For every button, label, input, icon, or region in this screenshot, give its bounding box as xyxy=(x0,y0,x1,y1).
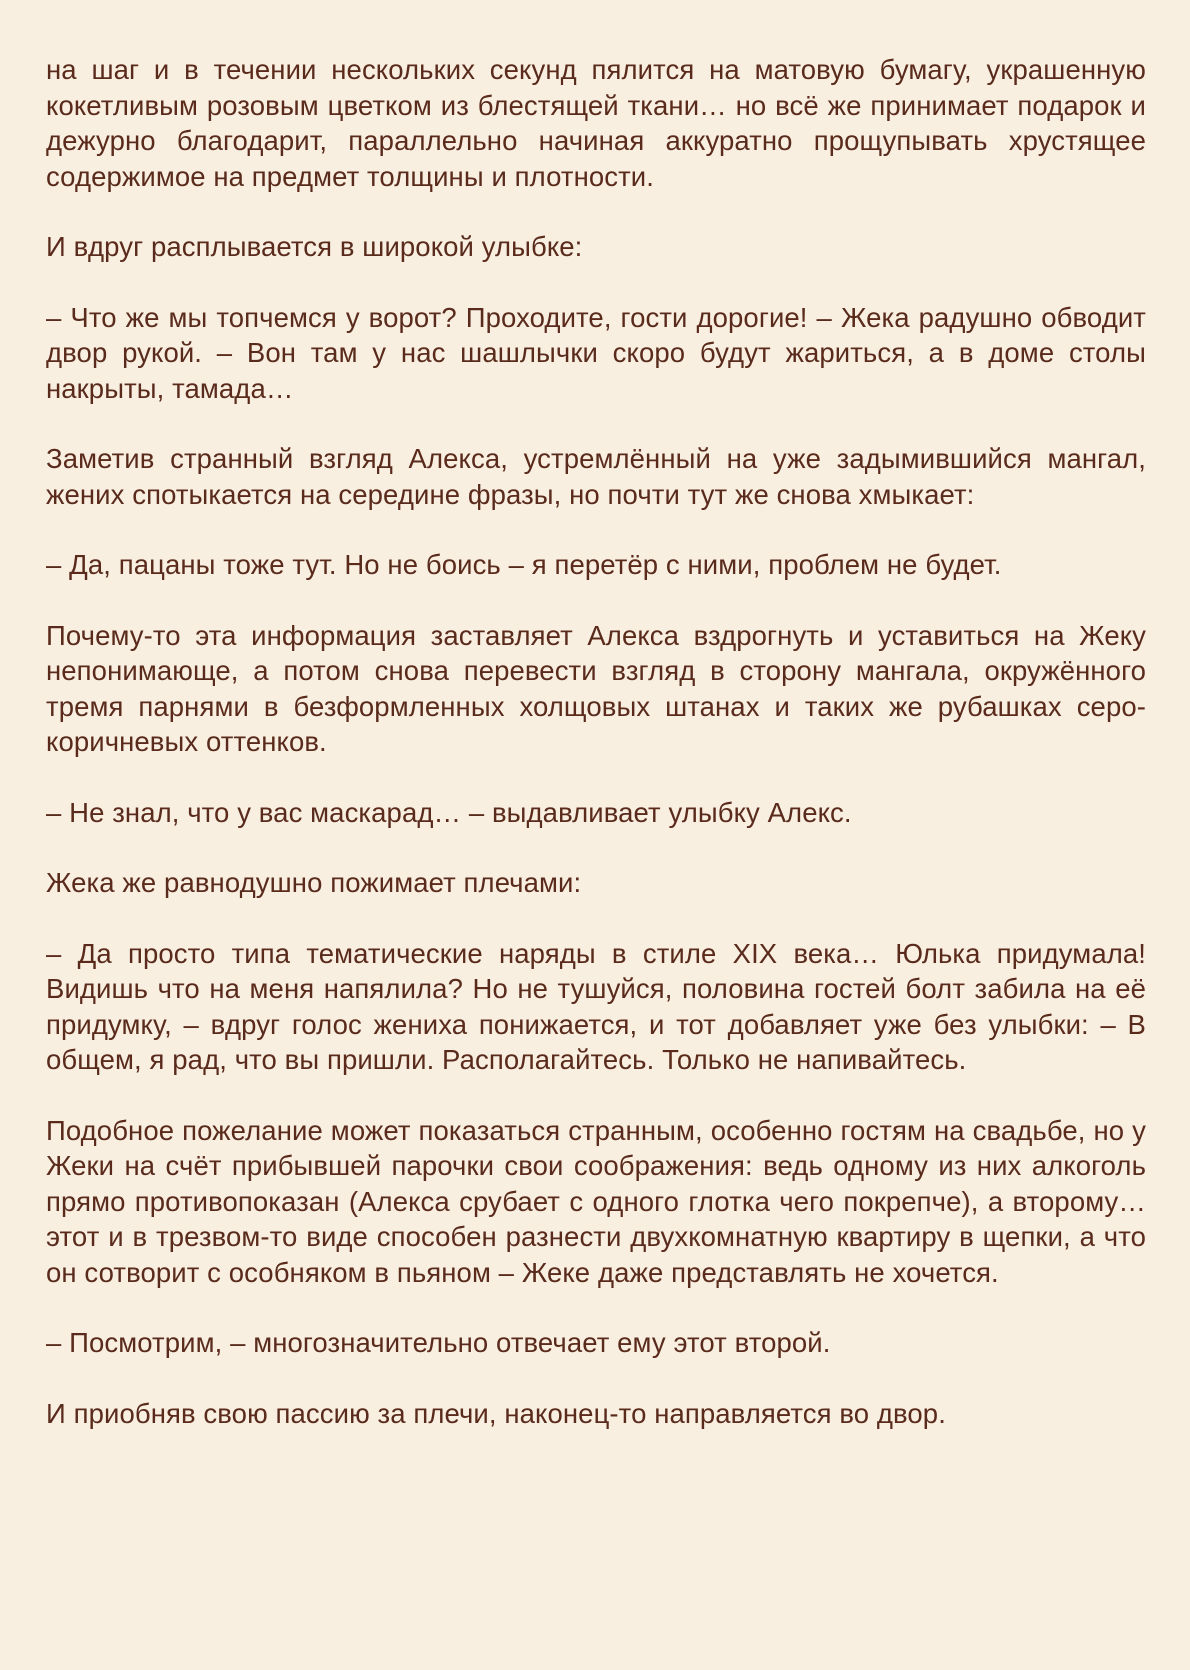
paragraph: Подобное пожелание может показаться странным, особенно гостям на свадьбе, но у Жеки на счёт прибывшей парочки свои соображения: ведь одному из них алкоголь прямо противопоказан (Алекса срубает с одного глотка чего покрепче), а второму… этот и в трезвом-то виде способен разнести двухкомнатную квартиру в щепки, а что он сотворит с особняком в пьяном – Жеке даже представлять не хочется. xyxy=(46,1114,1146,1288)
paragraph: – Да, пацаны тоже тут. Но не боись – я перетёр с ними, проблем не будет. xyxy=(46,549,1002,580)
paragraph: – Не знал, что у вас маскарад… – выдавливает улыбку Алекс. xyxy=(46,796,852,828)
paragraph: – Посмотрим, – многозначительно отвечает ему этот второй. xyxy=(46,1327,831,1358)
paragraph: Жека же равнодушно пожимает плечами: xyxy=(46,867,582,898)
paragraph: И приобняв свою пассию за плечи, наконец-то направляется во двор. xyxy=(46,1397,946,1429)
paragraph: – Что же мы топчемся у ворот? Проходите, гости дорогие! – Жека радушно обводит двор рукой. – Вон там у нас шашлычки скоро будут жариться, а в доме столы накрыты, тамада… xyxy=(46,301,1146,404)
paragraph: Заметив странный взгляд Алекса, устремлённый на уже задымившийся мангал, жених спотыкается на середине фразы, но почти тут же снова хмыкает: xyxy=(46,443,1146,510)
paragraph: И вдруг расплывается в широкой улыбке: xyxy=(46,231,583,262)
document-page xyxy=(46,52,1146,1466)
paragraph: на шаг и в течении нескольких секунд пялится на матовую бумагу, украшенную кокетливым розовым цветком из блестящей ткани… но всё же принимает подарок и дежурно благодарит, параллельно начиная аккуратно прощупывать хрустящее содержимое на предмет толщины и плотности. xyxy=(46,54,1146,192)
paragraph: Почему-то эта информация заставляет Алекса вздрогнуть и уставиться на Жеку непонимающе, а потом снова перевести взгляд в сторону мангала, окружённого тремя парнями в безформленных холщовых штанах и таких же рубашках серо-коричневых оттенков. xyxy=(46,619,1146,757)
paragraph: – Да просто типа тематические наряды в стиле XIX века… Юлька придумала! Видишь что на меня напялила? Но не тушуйся, половина гостей болт забила на её придумку, – вдруг голос жениха понижается, и тот добавляет уже без улыбки: – В общем, я рад, что вы пришли. Располагайтесь. Только не напивайтесь. xyxy=(46,937,1146,1075)
